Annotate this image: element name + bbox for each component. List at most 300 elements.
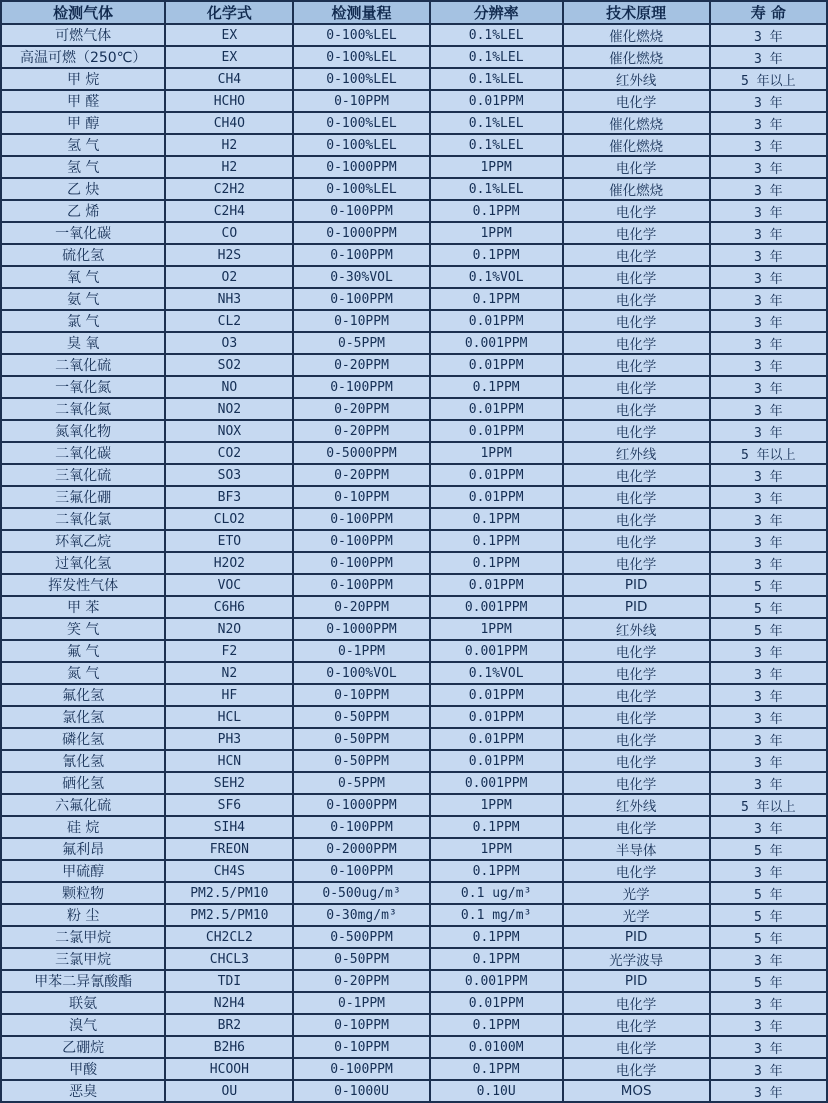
cell-detection-range: 0-100%LEL <box>293 68 429 90</box>
cell-chemical-formula: HCOOH <box>165 1058 293 1080</box>
cell-detection-range: 0-100PPM <box>293 816 429 838</box>
cell-technology: 电化学 <box>563 1058 710 1080</box>
cell-detection-range: 0-50PPM <box>293 728 429 750</box>
cell-technology: 电化学 <box>563 728 710 750</box>
cell-lifespan: 3 年 <box>710 222 827 244</box>
cell-chemical-formula: CHCL3 <box>165 948 293 970</box>
header-chemical-formula: 化学式 <box>165 1 293 24</box>
cell-lifespan: 3 年 <box>710 992 827 1014</box>
cell-chemical-formula: C2H4 <box>165 200 293 222</box>
cell-resolution: 1PPM <box>430 442 563 464</box>
cell-resolution: 0.1PPM <box>430 376 563 398</box>
cell-resolution: 1PPM <box>430 794 563 816</box>
cell-detection-range: 0-1000U <box>293 1080 429 1102</box>
cell-gas-name: 甲 烷 <box>1 68 165 90</box>
cell-chemical-formula: PH3 <box>165 728 293 750</box>
cell-resolution: 0.1%LEL <box>430 178 563 200</box>
cell-resolution: 0.1PPM <box>430 926 563 948</box>
table-row <box>1 398 827 420</box>
header-row <box>1 1 827 24</box>
cell-gas-name: 挥发性气体 <box>1 574 165 596</box>
cell-resolution: 0.001PPM <box>430 970 563 992</box>
cell-gas-name: 联氨 <box>1 992 165 1014</box>
table-row <box>1 926 827 948</box>
cell-gas-name: 可燃气体 <box>1 24 165 46</box>
cell-resolution: 0.01PPM <box>430 728 563 750</box>
cell-technology: 电化学 <box>563 310 710 332</box>
cell-technology: 电化学 <box>563 640 710 662</box>
cell-lifespan: 3 年 <box>710 1058 827 1080</box>
cell-technology: PID <box>563 574 710 596</box>
cell-lifespan: 3 年 <box>710 376 827 398</box>
cell-lifespan: 3 年 <box>710 640 827 662</box>
table-row <box>1 706 827 728</box>
table-row <box>1 596 827 618</box>
table-row <box>1 486 827 508</box>
cell-resolution: 0.1PPM <box>430 816 563 838</box>
cell-lifespan: 3 年 <box>710 134 827 156</box>
cell-detection-range: 0-100%LEL <box>293 134 429 156</box>
cell-detection-range: 0-100PPM <box>293 530 429 552</box>
table-row <box>1 200 827 222</box>
cell-chemical-formula: SIH4 <box>165 816 293 838</box>
cell-lifespan: 3 年 <box>710 728 827 750</box>
cell-gas-name: 硅 烷 <box>1 816 165 838</box>
cell-lifespan: 3 年 <box>710 1014 827 1036</box>
cell-chemical-formula: N2O <box>165 618 293 640</box>
cell-resolution: 0.001PPM <box>430 596 563 618</box>
cell-resolution: 0.01PPM <box>430 992 563 1014</box>
cell-lifespan: 3 年 <box>710 530 827 552</box>
cell-technology: 电化学 <box>563 90 710 112</box>
cell-gas-name: 高温可燃（250℃） <box>1 46 165 68</box>
cell-lifespan: 5 年 <box>710 926 827 948</box>
cell-technology: 电化学 <box>563 750 710 772</box>
cell-lifespan: 3 年 <box>710 310 827 332</box>
table-row <box>1 728 827 750</box>
cell-resolution: 0.01PPM <box>430 354 563 376</box>
cell-lifespan: 3 年 <box>710 816 827 838</box>
cell-chemical-formula: HCHO <box>165 90 293 112</box>
cell-chemical-formula: HF <box>165 684 293 706</box>
cell-gas-name: 氯化氢 <box>1 706 165 728</box>
table-row <box>1 90 827 112</box>
cell-detection-range: 0-100PPM <box>293 508 429 530</box>
cell-gas-name: 粉 尘 <box>1 904 165 926</box>
cell-resolution: 0.01PPM <box>430 684 563 706</box>
cell-resolution: 0.1PPM <box>430 530 563 552</box>
table-row <box>1 1058 827 1080</box>
cell-technology: 光学波导 <box>563 948 710 970</box>
cell-chemical-formula: C6H6 <box>165 596 293 618</box>
cell-resolution: 0.01PPM <box>430 486 563 508</box>
cell-lifespan: 3 年 <box>710 1036 827 1058</box>
header-technology: 技术原理 <box>563 1 710 24</box>
cell-lifespan: 3 年 <box>710 662 827 684</box>
cell-chemical-formula: B2H6 <box>165 1036 293 1058</box>
header-gas-name: 检测气体 <box>1 1 165 24</box>
cell-lifespan: 3 年 <box>710 948 827 970</box>
cell-technology: 电化学 <box>563 332 710 354</box>
table-row <box>1 508 827 530</box>
cell-detection-range: 0-50PPM <box>293 706 429 728</box>
cell-chemical-formula: FREON <box>165 838 293 860</box>
cell-resolution: 0.1%LEL <box>430 112 563 134</box>
cell-gas-name: 二氧化氯 <box>1 508 165 530</box>
table-row <box>1 46 827 68</box>
cell-chemical-formula: CO <box>165 222 293 244</box>
cell-gas-name: 甲硫醇 <box>1 860 165 882</box>
cell-chemical-formula: CH2CL2 <box>165 926 293 948</box>
cell-gas-name: 氮氧化物 <box>1 420 165 442</box>
cell-lifespan: 3 年 <box>710 706 827 728</box>
cell-resolution: 0.01PPM <box>430 464 563 486</box>
cell-gas-name: 颗粒物 <box>1 882 165 904</box>
table-row <box>1 530 827 552</box>
cell-resolution: 0.1%LEL <box>430 68 563 90</box>
table-row <box>1 112 827 134</box>
cell-resolution: 0.1 ug/m³ <box>430 882 563 904</box>
cell-resolution: 0.001PPM <box>430 332 563 354</box>
cell-resolution: 0.1PPM <box>430 1058 563 1080</box>
table-row <box>1 574 827 596</box>
cell-technology: 电化学 <box>563 662 710 684</box>
cell-gas-name: 二氧化碳 <box>1 442 165 464</box>
cell-lifespan: 3 年 <box>710 244 827 266</box>
cell-chemical-formula: NO <box>165 376 293 398</box>
cell-technology: PID <box>563 596 710 618</box>
cell-lifespan: 3 年 <box>710 200 827 222</box>
table-row <box>1 552 827 574</box>
cell-chemical-formula: TDI <box>165 970 293 992</box>
cell-gas-name: 氧 气 <box>1 266 165 288</box>
cell-detection-range: 0-1000PPM <box>293 222 429 244</box>
cell-chemical-formula: N2H4 <box>165 992 293 1014</box>
cell-detection-range: 0-20PPM <box>293 464 429 486</box>
cell-detection-range: 0-30%VOL <box>293 266 429 288</box>
cell-lifespan: 3 年 <box>710 332 827 354</box>
table-row <box>1 1014 827 1036</box>
cell-technology: 电化学 <box>563 772 710 794</box>
table-row <box>1 222 827 244</box>
cell-gas-name: 臭 氧 <box>1 332 165 354</box>
cell-chemical-formula: NOX <box>165 420 293 442</box>
cell-technology: 半导体 <box>563 838 710 860</box>
cell-gas-name: 硒化氢 <box>1 772 165 794</box>
cell-resolution: 1PPM <box>430 222 563 244</box>
table-row <box>1 882 827 904</box>
table-row <box>1 442 827 464</box>
cell-lifespan: 3 年 <box>710 750 827 772</box>
cell-lifespan: 3 年 <box>710 398 827 420</box>
cell-technology: 电化学 <box>563 684 710 706</box>
table-row <box>1 310 827 332</box>
cell-gas-name: 甲苯二异氰酸酯 <box>1 970 165 992</box>
cell-resolution: 0.1%VOL <box>430 266 563 288</box>
cell-lifespan: 3 年 <box>710 860 827 882</box>
table-row <box>1 68 827 90</box>
cell-detection-range: 0-500ug/m³ <box>293 882 429 904</box>
cell-gas-name: 三氟化硼 <box>1 486 165 508</box>
cell-detection-range: 0-10PPM <box>293 486 429 508</box>
cell-lifespan: 3 年 <box>710 288 827 310</box>
cell-resolution: 0.1 mg/m³ <box>430 904 563 926</box>
cell-lifespan: 5 年 <box>710 970 827 992</box>
cell-lifespan: 5 年 <box>710 882 827 904</box>
cell-detection-range: 0-10PPM <box>293 1014 429 1036</box>
table-row <box>1 24 827 46</box>
cell-technology: 电化学 <box>563 816 710 838</box>
cell-chemical-formula: O2 <box>165 266 293 288</box>
cell-technology: 催化燃烧 <box>563 134 710 156</box>
cell-technology: 电化学 <box>563 420 710 442</box>
cell-detection-range: 0-10PPM <box>293 1036 429 1058</box>
cell-gas-name: 氨 气 <box>1 288 165 310</box>
cell-resolution: 0.1PPM <box>430 948 563 970</box>
cell-gas-name: 溴气 <box>1 1014 165 1036</box>
cell-technology: 电化学 <box>563 376 710 398</box>
table-row <box>1 464 827 486</box>
cell-gas-name: 甲 苯 <box>1 596 165 618</box>
cell-resolution: 0.1PPM <box>430 1014 563 1036</box>
cell-lifespan: 3 年 <box>710 1080 827 1102</box>
cell-technology: 电化学 <box>563 222 710 244</box>
cell-gas-name: 磷化氢 <box>1 728 165 750</box>
cell-technology: 电化学 <box>563 508 710 530</box>
cell-gas-name: 氰化氢 <box>1 750 165 772</box>
cell-detection-range: 0-50PPM <box>293 948 429 970</box>
table-row <box>1 860 827 882</box>
cell-gas-name: 乙 炔 <box>1 178 165 200</box>
cell-detection-range: 0-100%LEL <box>293 24 429 46</box>
table-row <box>1 684 827 706</box>
table-row <box>1 134 827 156</box>
cell-detection-range: 0-1PPM <box>293 992 429 1014</box>
cell-technology: PID <box>563 970 710 992</box>
cell-chemical-formula: H2O2 <box>165 552 293 574</box>
table-row <box>1 838 827 860</box>
cell-chemical-formula: NH3 <box>165 288 293 310</box>
header-lifespan: 寿 命 <box>710 1 827 24</box>
cell-chemical-formula: H2S <box>165 244 293 266</box>
cell-chemical-formula: OU <box>165 1080 293 1102</box>
table-row <box>1 332 827 354</box>
cell-resolution: 0.1PPM <box>430 860 563 882</box>
cell-lifespan: 3 年 <box>710 266 827 288</box>
cell-detection-range: 0-1000PPM <box>293 156 429 178</box>
cell-resolution: 0.1PPM <box>430 244 563 266</box>
cell-chemical-formula: SO3 <box>165 464 293 486</box>
cell-lifespan: 3 年 <box>710 486 827 508</box>
cell-resolution: 0.001PPM <box>430 640 563 662</box>
cell-gas-name: 笑 气 <box>1 618 165 640</box>
cell-chemical-formula: CO2 <box>165 442 293 464</box>
cell-detection-range: 0-20PPM <box>293 970 429 992</box>
cell-detection-range: 0-30mg/m³ <box>293 904 429 926</box>
cell-chemical-formula: CLO2 <box>165 508 293 530</box>
cell-chemical-formula: ETO <box>165 530 293 552</box>
cell-gas-name: 氟化氢 <box>1 684 165 706</box>
cell-lifespan: 5 年 <box>710 904 827 926</box>
cell-resolution: 0.1%VOL <box>430 662 563 684</box>
cell-gas-name: 甲酸 <box>1 1058 165 1080</box>
cell-gas-name: 乙硼烷 <box>1 1036 165 1058</box>
table-row <box>1 1036 827 1058</box>
cell-detection-range: 0-20PPM <box>293 420 429 442</box>
cell-detection-range: 0-1PPM <box>293 640 429 662</box>
cell-technology: 电化学 <box>563 860 710 882</box>
cell-detection-range: 0-100%LEL <box>293 178 429 200</box>
cell-detection-range: 0-100PPM <box>293 376 429 398</box>
table-row <box>1 618 827 640</box>
header-resolution: 分辨率 <box>430 1 563 24</box>
cell-detection-range: 0-5000PPM <box>293 442 429 464</box>
cell-gas-name: 氮 气 <box>1 662 165 684</box>
cell-lifespan: 3 年 <box>710 24 827 46</box>
cell-chemical-formula: CH4 <box>165 68 293 90</box>
cell-chemical-formula: SO2 <box>165 354 293 376</box>
cell-resolution: 0.10U <box>430 1080 563 1102</box>
cell-chemical-formula: F2 <box>165 640 293 662</box>
table-row <box>1 750 827 772</box>
cell-lifespan: 5 年以上 <box>710 68 827 90</box>
cell-chemical-formula: HCL <box>165 706 293 728</box>
cell-detection-range: 0-100%LEL <box>293 46 429 68</box>
cell-lifespan: 5 年 <box>710 596 827 618</box>
cell-detection-range: 0-1000PPM <box>293 618 429 640</box>
cell-resolution: 0.001PPM <box>430 772 563 794</box>
table-row <box>1 640 827 662</box>
cell-gas-name: 二氯甲烷 <box>1 926 165 948</box>
cell-resolution: 0.1PPM <box>430 508 563 530</box>
cell-chemical-formula: H2 <box>165 134 293 156</box>
cell-resolution: 0.01PPM <box>430 750 563 772</box>
cell-lifespan: 3 年 <box>710 178 827 200</box>
cell-technology: 电化学 <box>563 200 710 222</box>
table-row <box>1 948 827 970</box>
cell-chemical-formula: SF6 <box>165 794 293 816</box>
cell-chemical-formula: BR2 <box>165 1014 293 1036</box>
cell-gas-name: 环氧乙烷 <box>1 530 165 552</box>
table-row <box>1 354 827 376</box>
cell-gas-name: 甲 醛 <box>1 90 165 112</box>
cell-resolution: 0.1%LEL <box>430 24 563 46</box>
cell-chemical-formula: PM2.5/PM10 <box>165 882 293 904</box>
table-row <box>1 376 827 398</box>
cell-gas-name: 一氧化碳 <box>1 222 165 244</box>
cell-technology: 电化学 <box>563 1014 710 1036</box>
cell-lifespan: 3 年 <box>710 420 827 442</box>
table-row <box>1 156 827 178</box>
table-row <box>1 816 827 838</box>
cell-gas-name: 氢 气 <box>1 134 165 156</box>
cell-detection-range: 0-10PPM <box>293 684 429 706</box>
cell-detection-range: 0-100PPM <box>293 1058 429 1080</box>
cell-lifespan: 3 年 <box>710 684 827 706</box>
cell-technology: 催化燃烧 <box>563 178 710 200</box>
cell-gas-name: 氯 气 <box>1 310 165 332</box>
cell-gas-name: 三氯甲烷 <box>1 948 165 970</box>
cell-technology: 电化学 <box>563 552 710 574</box>
cell-technology: 红外线 <box>563 442 710 464</box>
cell-chemical-formula: NO2 <box>165 398 293 420</box>
cell-chemical-formula: O3 <box>165 332 293 354</box>
cell-gas-name: 氟 气 <box>1 640 165 662</box>
cell-technology: 电化学 <box>563 706 710 728</box>
cell-resolution: 0.1PPM <box>430 288 563 310</box>
cell-gas-name: 过氧化氢 <box>1 552 165 574</box>
table-row <box>1 288 827 310</box>
cell-gas-name: 二氧化氮 <box>1 398 165 420</box>
cell-resolution: 0.1PPM <box>430 200 563 222</box>
cell-technology: MOS <box>563 1080 710 1102</box>
cell-gas-name: 乙 烯 <box>1 200 165 222</box>
cell-lifespan: 3 年 <box>710 156 827 178</box>
header-detection-range: 检测量程 <box>293 1 429 24</box>
cell-resolution: 0.01PPM <box>430 706 563 728</box>
cell-technology: 催化燃烧 <box>563 46 710 68</box>
cell-detection-range: 0-100PPM <box>293 200 429 222</box>
cell-gas-name: 氢 气 <box>1 156 165 178</box>
cell-chemical-formula: CH4O <box>165 112 293 134</box>
cell-chemical-formula: VOC <box>165 574 293 596</box>
cell-detection-range: 0-1000PPM <box>293 794 429 816</box>
cell-technology: 电化学 <box>563 354 710 376</box>
cell-technology: 电化学 <box>563 156 710 178</box>
cell-technology: 红外线 <box>563 794 710 816</box>
cell-lifespan: 5 年以上 <box>710 442 827 464</box>
cell-resolution: 0.1PPM <box>430 552 563 574</box>
cell-detection-range: 0-20PPM <box>293 596 429 618</box>
cell-resolution: 0.0100M <box>430 1036 563 1058</box>
cell-chemical-formula: EX <box>165 24 293 46</box>
cell-lifespan: 3 年 <box>710 46 827 68</box>
cell-detection-range: 0-10PPM <box>293 310 429 332</box>
cell-technology: 电化学 <box>563 992 710 1014</box>
table-row <box>1 178 827 200</box>
table-row <box>1 794 827 816</box>
cell-technology: 电化学 <box>563 464 710 486</box>
cell-resolution: 0.1%LEL <box>430 46 563 68</box>
cell-chemical-formula: PM2.5/PM10 <box>165 904 293 926</box>
cell-detection-range: 0-20PPM <box>293 398 429 420</box>
table-row <box>1 244 827 266</box>
cell-chemical-formula: H2 <box>165 156 293 178</box>
table-row <box>1 662 827 684</box>
cell-gas-name: 六氟化硫 <box>1 794 165 816</box>
cell-detection-range: 0-5PPM <box>293 332 429 354</box>
cell-resolution: 0.01PPM <box>430 574 563 596</box>
cell-resolution: 0.01PPM <box>430 90 563 112</box>
cell-lifespan: 3 年 <box>710 552 827 574</box>
cell-resolution: 0.1%LEL <box>430 134 563 156</box>
cell-detection-range: 0-100%VOL <box>293 662 429 684</box>
cell-technology: 电化学 <box>563 1036 710 1058</box>
cell-gas-name: 氟利昂 <box>1 838 165 860</box>
cell-technology: 电化学 <box>563 244 710 266</box>
table-body <box>1 24 827 1102</box>
cell-technology: 红外线 <box>563 618 710 640</box>
cell-detection-range: 0-100PPM <box>293 552 429 574</box>
table-row <box>1 1080 827 1102</box>
cell-gas-name: 甲 醇 <box>1 112 165 134</box>
cell-gas-name: 一氧化氮 <box>1 376 165 398</box>
cell-technology: 红外线 <box>563 68 710 90</box>
cell-chemical-formula: CL2 <box>165 310 293 332</box>
cell-resolution: 0.01PPM <box>430 310 563 332</box>
cell-gas-name: 恶臭 <box>1 1080 165 1102</box>
cell-technology: 电化学 <box>563 530 710 552</box>
